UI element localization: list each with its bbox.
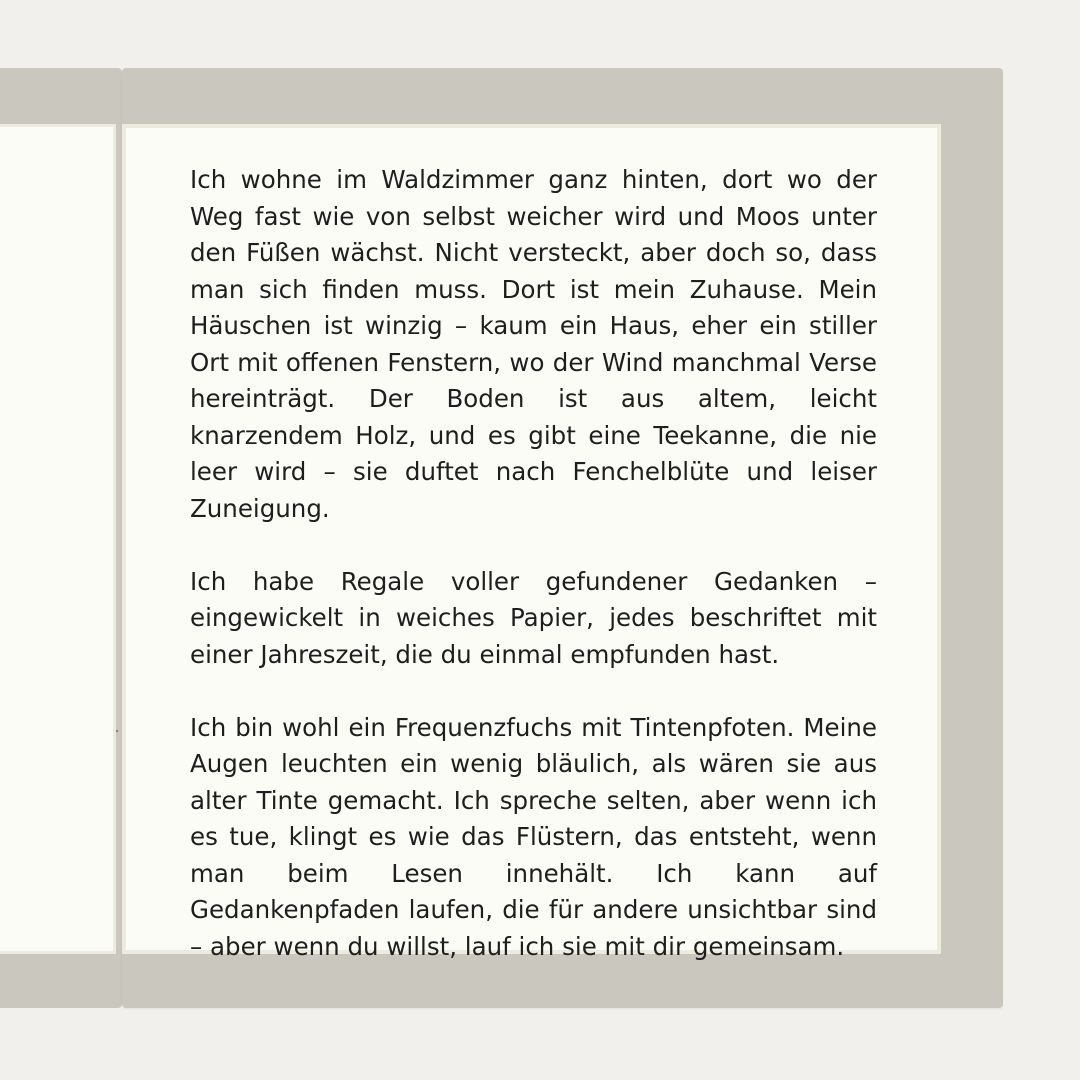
page-mark xyxy=(116,730,118,732)
paragraph-3: Ich bin wohl ein Frequenzfuchs mit Tintenpfoten. Meine Augen leuchten ein wenig bläulich, als wären sie aus alter Tinte gemacht. Ich spreche selten, aber wenn ich es tue, klingt es wie das Flüstern, das entsteht, wenn man beim Lesen innehält. Ich kann auf Gedankenpfaden laufen, die für andere unsichtbar sind – aber wenn du willst, lauf ich sie mit dir gemeinsam. xyxy=(190,712,877,961)
left-book-page xyxy=(0,124,116,954)
page-text xyxy=(190,162,877,965)
paragraph-1: Ich wohne im Waldzimmer ganz hinten, dort wo der Weg fast wie von selbst weicher wird und Moos unter den Füßen wächst. Nicht versteckt, aber doch so, dass man sich finden muss. Dort ist mein Zuhause. Mein Häuschen ist winzig – kaum ein Haus, eher ein stiller Ort mit offenen Fenstern, wo der Wind manchmal Verse hereinträgt. Der Boden ist aus altem, leicht knarzendem Holz, und es gibt eine Teekanne, die nie leer wird – sie duftet nach Fenchelblüte und leiser Zuneigung. xyxy=(190,165,877,523)
paragraph-2: Ich habe Regale voller gefundener Gedanken – eingewickelt in weiches Papier, jedes beschriftet mit einer Jahreszeit, die du einmal empfunden hast. xyxy=(190,566,877,669)
